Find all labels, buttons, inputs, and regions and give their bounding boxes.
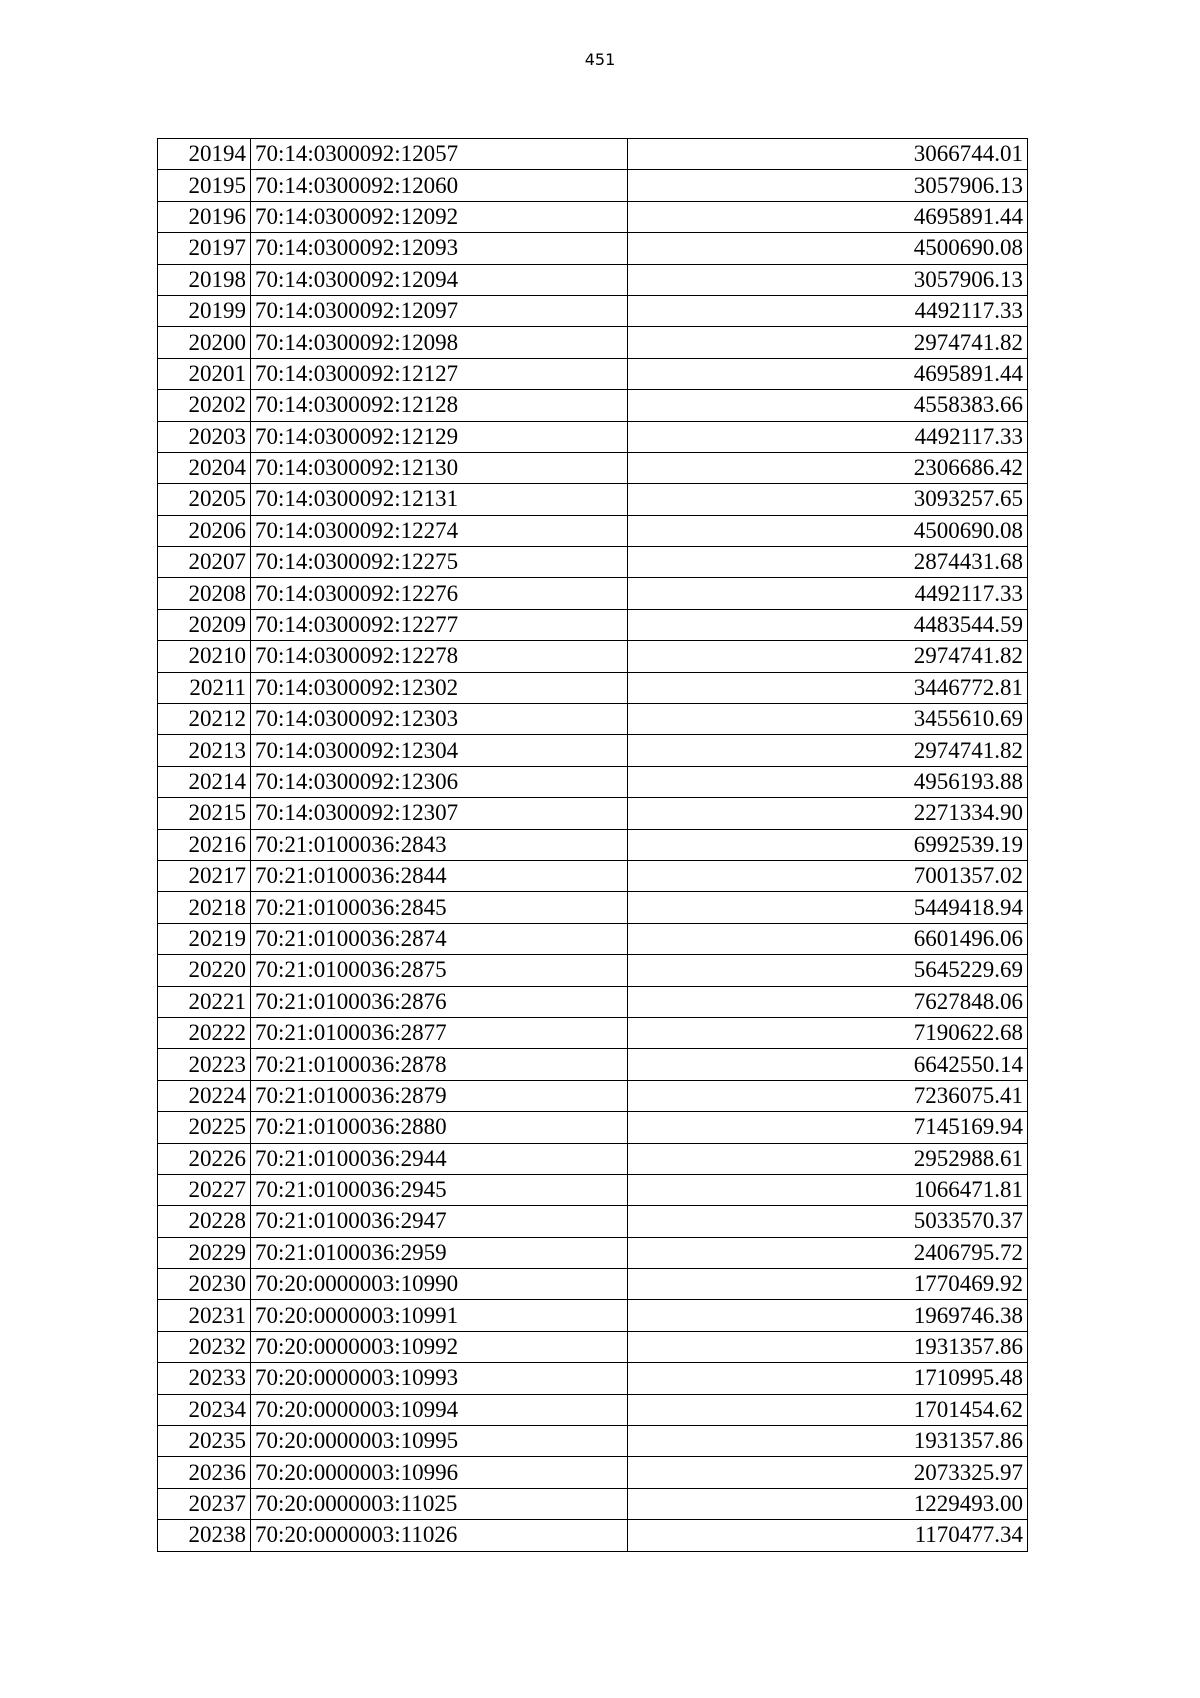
value-cell: 2952988.61 xyxy=(628,1143,1028,1174)
row-number-cell: 20231 xyxy=(158,1300,251,1331)
cadastral-number-cell: 70:14:0300092:12131 xyxy=(251,484,628,515)
value-cell: 2974741.82 xyxy=(628,641,1028,672)
row-number-cell: 20215 xyxy=(158,798,251,829)
row-number-cell: 20221 xyxy=(158,986,251,1017)
cadastral-number-cell: 70:21:0100036:2877 xyxy=(251,1017,628,1048)
cadastral-number-cell: 70:21:0100036:2945 xyxy=(251,1174,628,1205)
row-number-cell: 20237 xyxy=(158,1488,251,1519)
value-cell: 4956193.88 xyxy=(628,766,1028,797)
table-row xyxy=(158,139,1028,170)
table-row xyxy=(158,829,1028,860)
value-cell: 4695891.44 xyxy=(628,201,1028,232)
table-row xyxy=(158,1457,1028,1488)
row-number-cell: 20235 xyxy=(158,1426,251,1457)
cadastral-number-cell: 70:14:0300092:12097 xyxy=(251,295,628,326)
cadastral-number-cell: 70:14:0300092:12303 xyxy=(251,704,628,735)
cadastral-number-cell: 70:14:0300092:12093 xyxy=(251,233,628,264)
cadastral-number-cell: 70:21:0100036:2845 xyxy=(251,892,628,923)
value-cell: 5033570.37 xyxy=(628,1206,1028,1237)
row-number-cell: 20203 xyxy=(158,421,251,452)
row-number-cell: 20238 xyxy=(158,1520,251,1551)
table-row xyxy=(158,1237,1028,1268)
row-number-cell: 20230 xyxy=(158,1269,251,1300)
row-number-cell: 20213 xyxy=(158,735,251,766)
cadastral-number-cell: 70:14:0300092:12128 xyxy=(251,390,628,421)
table-row xyxy=(158,672,1028,703)
value-cell: 4500690.08 xyxy=(628,233,1028,264)
row-number-cell: 20205 xyxy=(158,484,251,515)
table-row xyxy=(158,1112,1028,1143)
cadastral-number-cell: 70:20:0000003:10993 xyxy=(251,1363,628,1394)
cadastral-number-cell: 70:21:0100036:2959 xyxy=(251,1237,628,1268)
table-row xyxy=(158,1488,1028,1519)
table-row xyxy=(158,735,1028,766)
cadastral-number-cell: 70:14:0300092:12275 xyxy=(251,547,628,578)
value-cell: 2306686.42 xyxy=(628,452,1028,483)
value-cell: 5449418.94 xyxy=(628,892,1028,923)
table-row xyxy=(158,1394,1028,1425)
row-number-cell: 20206 xyxy=(158,515,251,546)
value-cell: 7627848.06 xyxy=(628,986,1028,1017)
cadastral-number-cell: 70:21:0100036:2878 xyxy=(251,1049,628,1080)
cadastral-number-cell: 70:21:0100036:2875 xyxy=(251,955,628,986)
table-row xyxy=(158,264,1028,295)
cadastral-number-cell: 70:21:0100036:2876 xyxy=(251,986,628,1017)
table-row xyxy=(158,327,1028,358)
value-cell: 2974741.82 xyxy=(628,735,1028,766)
table-row xyxy=(158,233,1028,264)
cadastral-number-cell: 70:14:0300092:12304 xyxy=(251,735,628,766)
cadastral-number-cell: 70:14:0300092:12302 xyxy=(251,672,628,703)
table-row xyxy=(158,704,1028,735)
table-row xyxy=(158,547,1028,578)
table-row xyxy=(158,484,1028,515)
row-number-cell: 20197 xyxy=(158,233,251,264)
row-number-cell: 20204 xyxy=(158,452,251,483)
value-cell: 4483544.59 xyxy=(628,609,1028,640)
table-row xyxy=(158,295,1028,326)
page-number: 451 xyxy=(584,50,616,69)
row-number-cell: 20229 xyxy=(158,1237,251,1268)
value-cell: 6642550.14 xyxy=(628,1049,1028,1080)
table-row xyxy=(158,1269,1028,1300)
value-cell: 4492117.33 xyxy=(628,578,1028,609)
table-row xyxy=(158,798,1028,829)
cadastral-number-cell: 70:14:0300092:12307 xyxy=(251,798,628,829)
value-cell: 2406795.72 xyxy=(628,1237,1028,1268)
value-cell: 3057906.13 xyxy=(628,170,1028,201)
cadastral-number-cell: 70:21:0100036:2874 xyxy=(251,923,628,954)
value-cell: 7145169.94 xyxy=(628,1112,1028,1143)
table-row xyxy=(158,578,1028,609)
value-cell: 4695891.44 xyxy=(628,358,1028,389)
row-number-cell: 20208 xyxy=(158,578,251,609)
row-number-cell: 20234 xyxy=(158,1394,251,1425)
row-number-cell: 20228 xyxy=(158,1206,251,1237)
value-cell: 4558383.66 xyxy=(628,390,1028,421)
table-row xyxy=(158,641,1028,672)
cadastral-number-cell: 70:14:0300092:12057 xyxy=(251,139,628,170)
cadastral-number-cell: 70:21:0100036:2944 xyxy=(251,1143,628,1174)
row-number-cell: 20198 xyxy=(158,264,251,295)
value-cell: 6992539.19 xyxy=(628,829,1028,860)
cadastral-number-cell: 70:20:0000003:10994 xyxy=(251,1394,628,1425)
row-number-cell: 20225 xyxy=(158,1112,251,1143)
row-number-cell: 20199 xyxy=(158,295,251,326)
table-row xyxy=(158,1049,1028,1080)
table-row xyxy=(158,1080,1028,1111)
value-cell: 2271334.90 xyxy=(628,798,1028,829)
cadastral-number-cell: 70:14:0300092:12129 xyxy=(251,421,628,452)
row-number-cell: 20222 xyxy=(158,1017,251,1048)
row-number-cell: 20200 xyxy=(158,327,251,358)
value-cell: 4492117.33 xyxy=(628,295,1028,326)
row-number-cell: 20227 xyxy=(158,1174,251,1205)
row-number-cell: 20236 xyxy=(158,1457,251,1488)
value-cell: 7190622.68 xyxy=(628,1017,1028,1048)
table-row xyxy=(158,766,1028,797)
table-row xyxy=(158,1331,1028,1362)
row-number-cell: 20223 xyxy=(158,1049,251,1080)
row-number-cell: 20212 xyxy=(158,704,251,735)
row-number-cell: 20201 xyxy=(158,358,251,389)
table-row xyxy=(158,452,1028,483)
row-number-cell: 20217 xyxy=(158,860,251,891)
cadastral-number-cell: 70:14:0300092:12276 xyxy=(251,578,628,609)
value-cell: 6601496.06 xyxy=(628,923,1028,954)
table-row xyxy=(158,421,1028,452)
value-cell: 1170477.34 xyxy=(628,1520,1028,1551)
cadastral-number-cell: 70:21:0100036:2880 xyxy=(251,1112,628,1143)
table-row xyxy=(158,860,1028,891)
value-cell: 5645229.69 xyxy=(628,955,1028,986)
cadastral-number-cell: 70:14:0300092:12060 xyxy=(251,170,628,201)
table-row xyxy=(158,955,1028,986)
cadastral-number-cell: 70:14:0300092:12094 xyxy=(251,264,628,295)
row-number-cell: 20232 xyxy=(158,1331,251,1362)
cadastral-number-cell: 70:14:0300092:12127 xyxy=(251,358,628,389)
table-row xyxy=(158,609,1028,640)
row-number-cell: 20216 xyxy=(158,829,251,860)
table-row xyxy=(158,1363,1028,1394)
value-cell: 4500690.08 xyxy=(628,515,1028,546)
value-cell: 3446772.81 xyxy=(628,672,1028,703)
row-number-cell: 20202 xyxy=(158,390,251,421)
table-row xyxy=(158,1426,1028,1457)
cadastral-number-cell: 70:14:0300092:12306 xyxy=(251,766,628,797)
cadastral-number-cell: 70:20:0000003:11025 xyxy=(251,1488,628,1519)
table-row xyxy=(158,1143,1028,1174)
value-cell: 7236075.41 xyxy=(628,1080,1028,1111)
value-cell: 7001357.02 xyxy=(628,860,1028,891)
cadastral-number-cell: 70:21:0100036:2843 xyxy=(251,829,628,860)
row-number-cell: 20214 xyxy=(158,766,251,797)
cadastral-value-table xyxy=(157,138,1028,1552)
value-cell: 2073325.97 xyxy=(628,1457,1028,1488)
table-body xyxy=(158,139,1028,1552)
table-row xyxy=(158,1174,1028,1205)
row-number-cell: 20195 xyxy=(158,170,251,201)
cadastral-number-cell: 70:21:0100036:2947 xyxy=(251,1206,628,1237)
cadastral-number-cell: 70:20:0000003:10995 xyxy=(251,1426,628,1457)
cadastral-number-cell: 70:20:0000003:10996 xyxy=(251,1457,628,1488)
table-row xyxy=(158,201,1028,232)
value-cell: 4492117.33 xyxy=(628,421,1028,452)
value-cell: 2974741.82 xyxy=(628,327,1028,358)
row-number-cell: 20194 xyxy=(158,139,251,170)
cadastral-number-cell: 70:14:0300092:12278 xyxy=(251,641,628,672)
cadastral-number-cell: 70:20:0000003:10992 xyxy=(251,1331,628,1362)
row-number-cell: 20224 xyxy=(158,1080,251,1111)
value-cell: 3455610.69 xyxy=(628,704,1028,735)
row-number-cell: 20220 xyxy=(158,955,251,986)
table-row xyxy=(158,923,1028,954)
row-number-cell: 20211 xyxy=(158,672,251,703)
row-number-cell: 20210 xyxy=(158,641,251,672)
table-row xyxy=(158,1520,1028,1551)
row-number-cell: 20233 xyxy=(158,1363,251,1394)
row-number-cell: 20196 xyxy=(158,201,251,232)
cadastral-number-cell: 70:14:0300092:12274 xyxy=(251,515,628,546)
table-row xyxy=(158,358,1028,389)
value-cell: 1229493.00 xyxy=(628,1488,1028,1519)
value-cell: 3057906.13 xyxy=(628,264,1028,295)
table-row xyxy=(158,892,1028,923)
value-cell: 1969746.38 xyxy=(628,1300,1028,1331)
value-cell: 1931357.86 xyxy=(628,1426,1028,1457)
cadastral-number-cell: 70:20:0000003:11026 xyxy=(251,1520,628,1551)
value-cell: 1931357.86 xyxy=(628,1331,1028,1362)
table-row xyxy=(158,986,1028,1017)
row-number-cell: 20219 xyxy=(158,923,251,954)
cadastral-number-cell: 70:14:0300092:12130 xyxy=(251,452,628,483)
table-row xyxy=(158,1300,1028,1331)
table-row xyxy=(158,515,1028,546)
value-cell: 3066744.01 xyxy=(628,139,1028,170)
cadastral-number-cell: 70:21:0100036:2879 xyxy=(251,1080,628,1111)
cadastral-number-cell: 70:20:0000003:10991 xyxy=(251,1300,628,1331)
value-cell: 3093257.65 xyxy=(628,484,1028,515)
value-cell: 1701454.62 xyxy=(628,1394,1028,1425)
row-number-cell: 20209 xyxy=(158,609,251,640)
table-row xyxy=(158,1206,1028,1237)
cadastral-number-cell: 70:14:0300092:12277 xyxy=(251,609,628,640)
value-cell: 1770469.92 xyxy=(628,1269,1028,1300)
table-row xyxy=(158,170,1028,201)
cadastral-number-cell: 70:14:0300092:12092 xyxy=(251,201,628,232)
cadastral-number-cell: 70:21:0100036:2844 xyxy=(251,860,628,891)
cadastral-number-cell: 70:14:0300092:12098 xyxy=(251,327,628,358)
value-cell: 1066471.81 xyxy=(628,1174,1028,1205)
table-row xyxy=(158,1017,1028,1048)
value-cell: 2874431.68 xyxy=(628,547,1028,578)
value-cell: 1710995.48 xyxy=(628,1363,1028,1394)
table-row xyxy=(158,390,1028,421)
cadastral-number-cell: 70:20:0000003:10990 xyxy=(251,1269,628,1300)
row-number-cell: 20226 xyxy=(158,1143,251,1174)
row-number-cell: 20218 xyxy=(158,892,251,923)
row-number-cell: 20207 xyxy=(158,547,251,578)
